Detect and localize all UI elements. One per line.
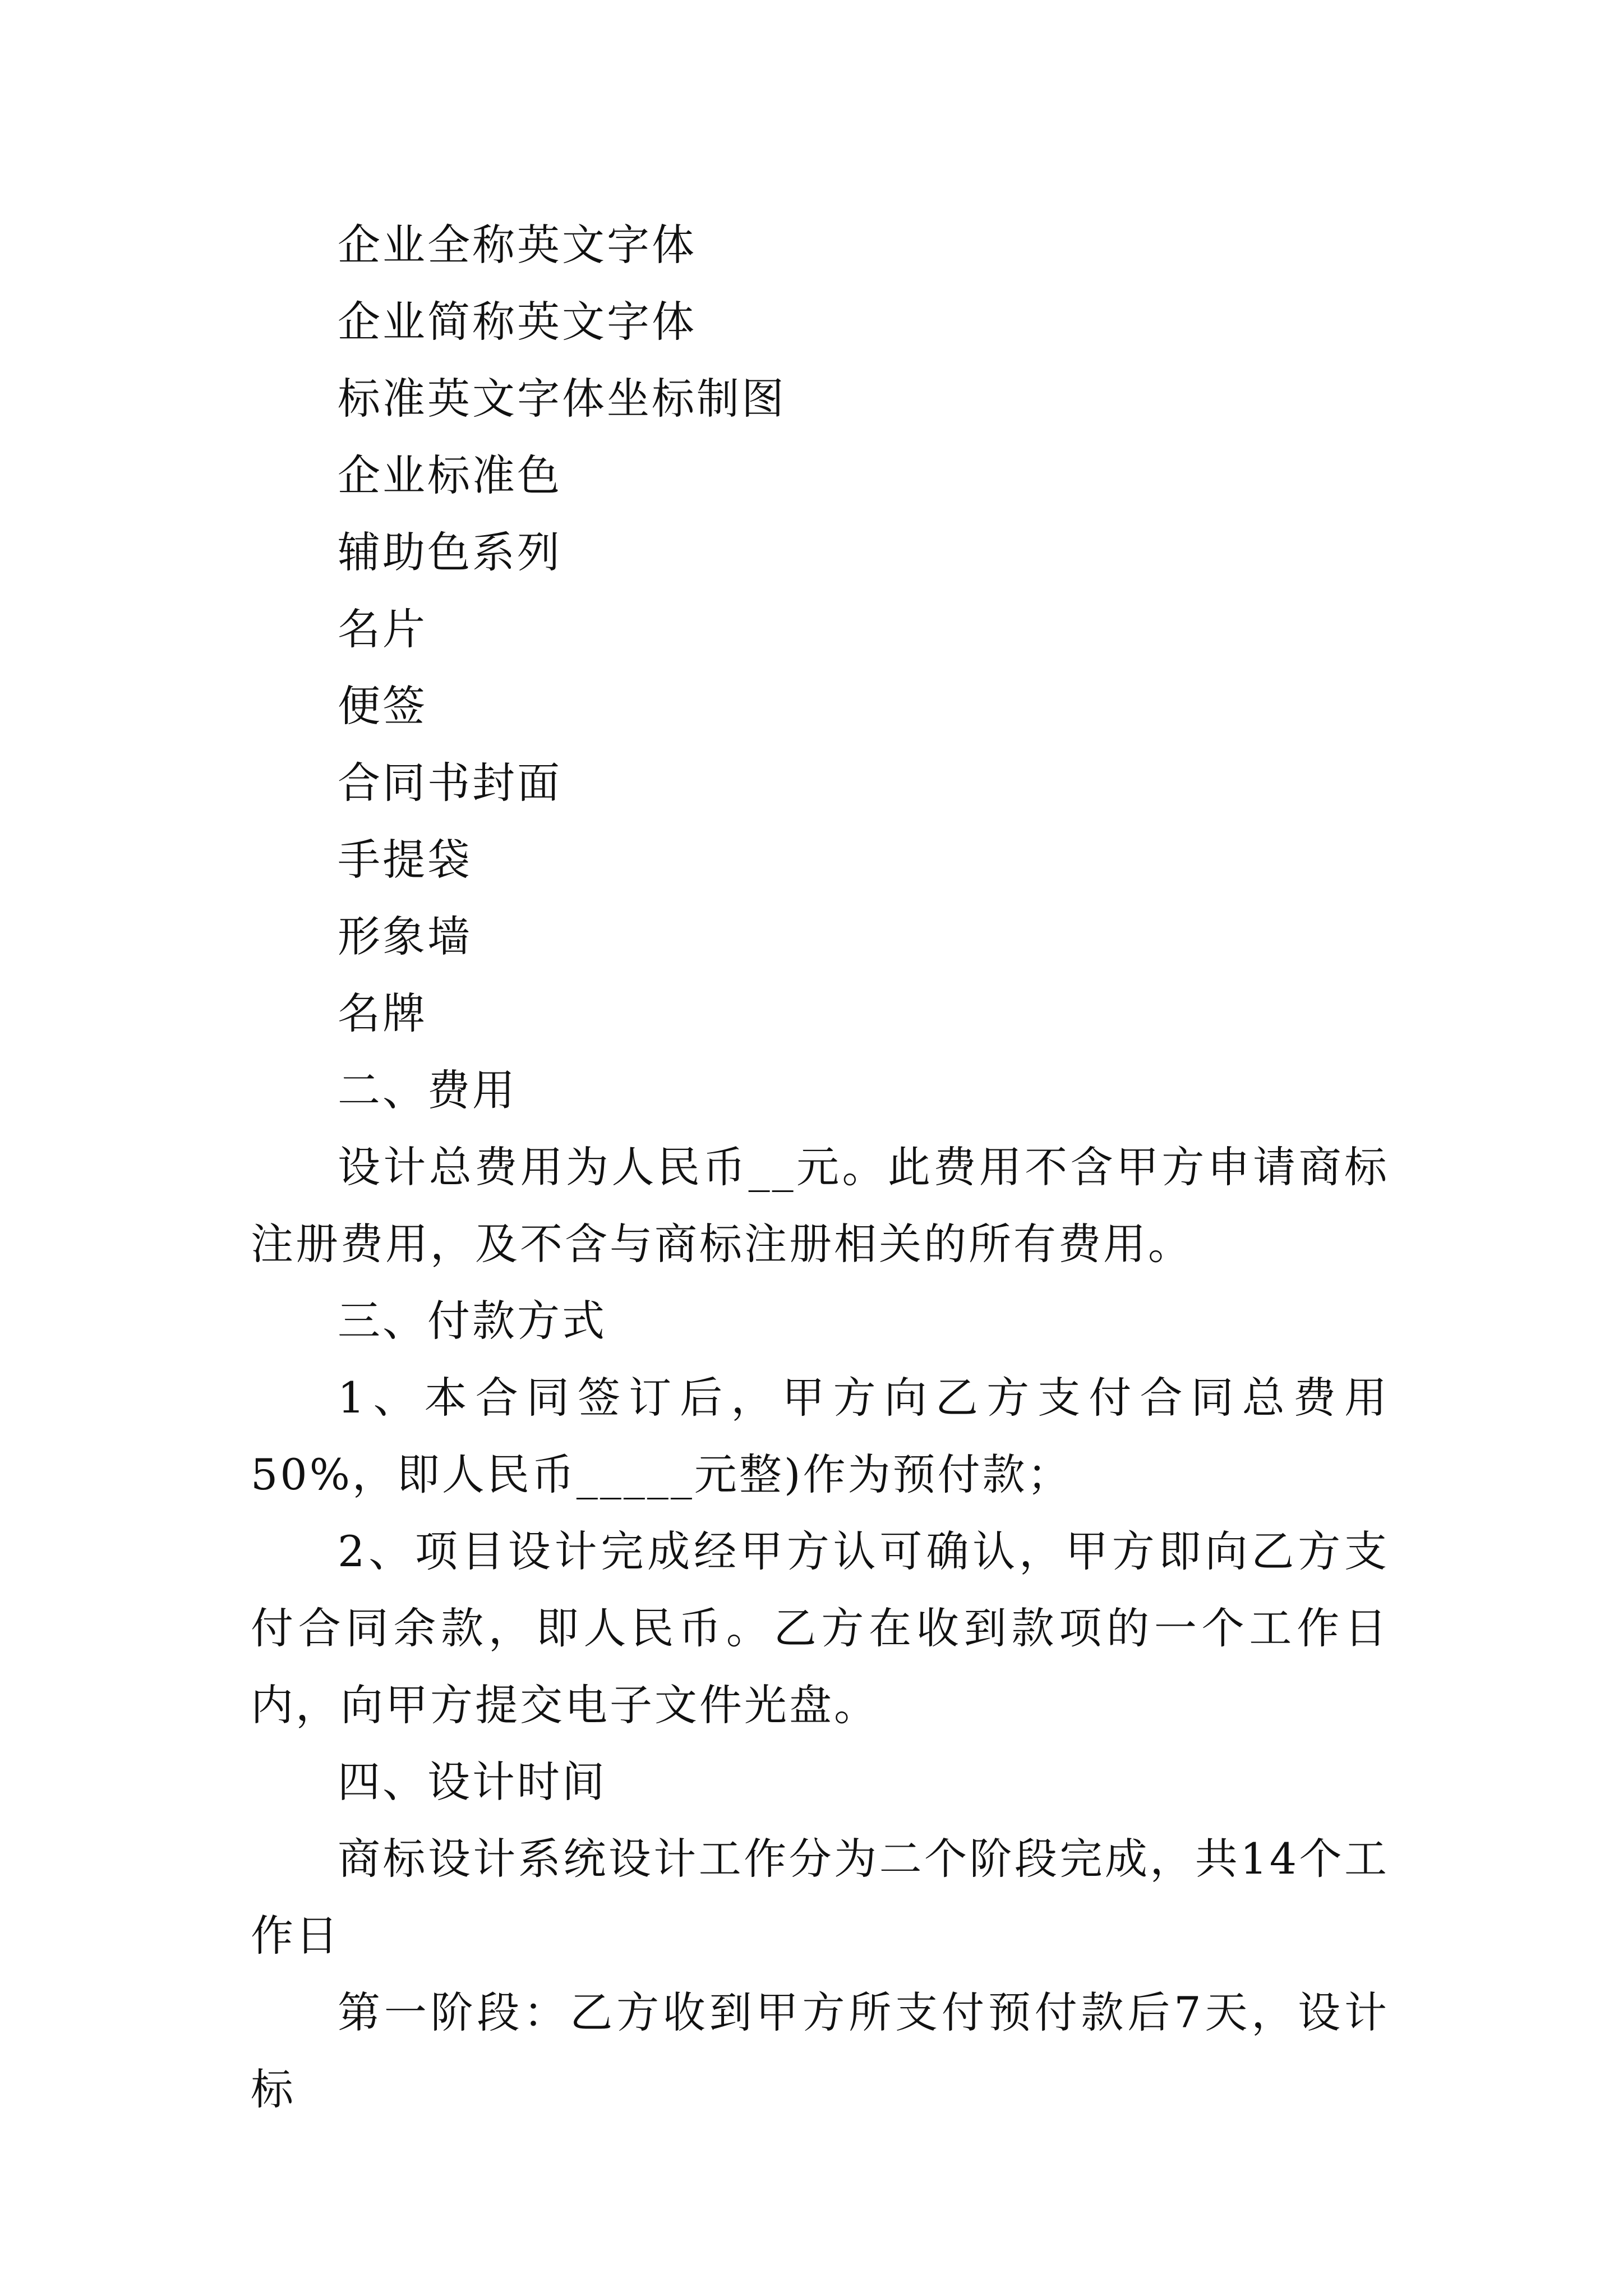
list-item: 企业全称英文字体 <box>338 220 697 270</box>
list-item: 名片 <box>338 604 427 654</box>
section-heading-time: 四、设计时间 <box>338 1757 607 1807</box>
section-heading-payment: 三、付款方式 <box>338 1296 607 1346</box>
time-paragraph: 商标设计系统设计工作分为二个阶段完成，共14个工作日 <box>251 1834 1389 1961</box>
list-item: 便签 <box>338 681 427 731</box>
payment-item-1: 1、本合同签订后，甲方向乙方支付合同总费用50%，即人民币_____元整)作为预付款； <box>251 1373 1389 1499</box>
section-heading-fee: 二、费用 <box>338 1065 517 1115</box>
document-body <box>251 206 1389 2128</box>
list-item: 标准英文字体坐标制图 <box>338 374 786 424</box>
list-item: 合同书封面 <box>338 758 562 808</box>
list-item: 手提袋 <box>338 835 472 885</box>
list-item: 名牌 <box>338 988 427 1038</box>
list-item: 企业简称英文字体 <box>338 297 697 347</box>
fee-paragraph: 设计总费用为人民币__元。此费用不含甲方申请商标注册费用，及不含与商标注册相关的所有费用。 <box>251 1142 1389 1269</box>
list-item: 企业标准色 <box>338 450 562 500</box>
stage-1-paragraph: 第一阶段：乙方收到甲方所支付预付款后7天，设计标 <box>251 1987 1389 2114</box>
list-item: 形象墙 <box>338 912 472 961</box>
payment-item-2: 2、项目设计完成经甲方认可确认，甲方即向乙方支付合同余款，即人民币。乙方在收到款项的一个工作日内，向甲方提交电子文件光盘。 <box>251 1526 1389 1730</box>
list-item: 辅助色系列 <box>338 527 562 577</box>
